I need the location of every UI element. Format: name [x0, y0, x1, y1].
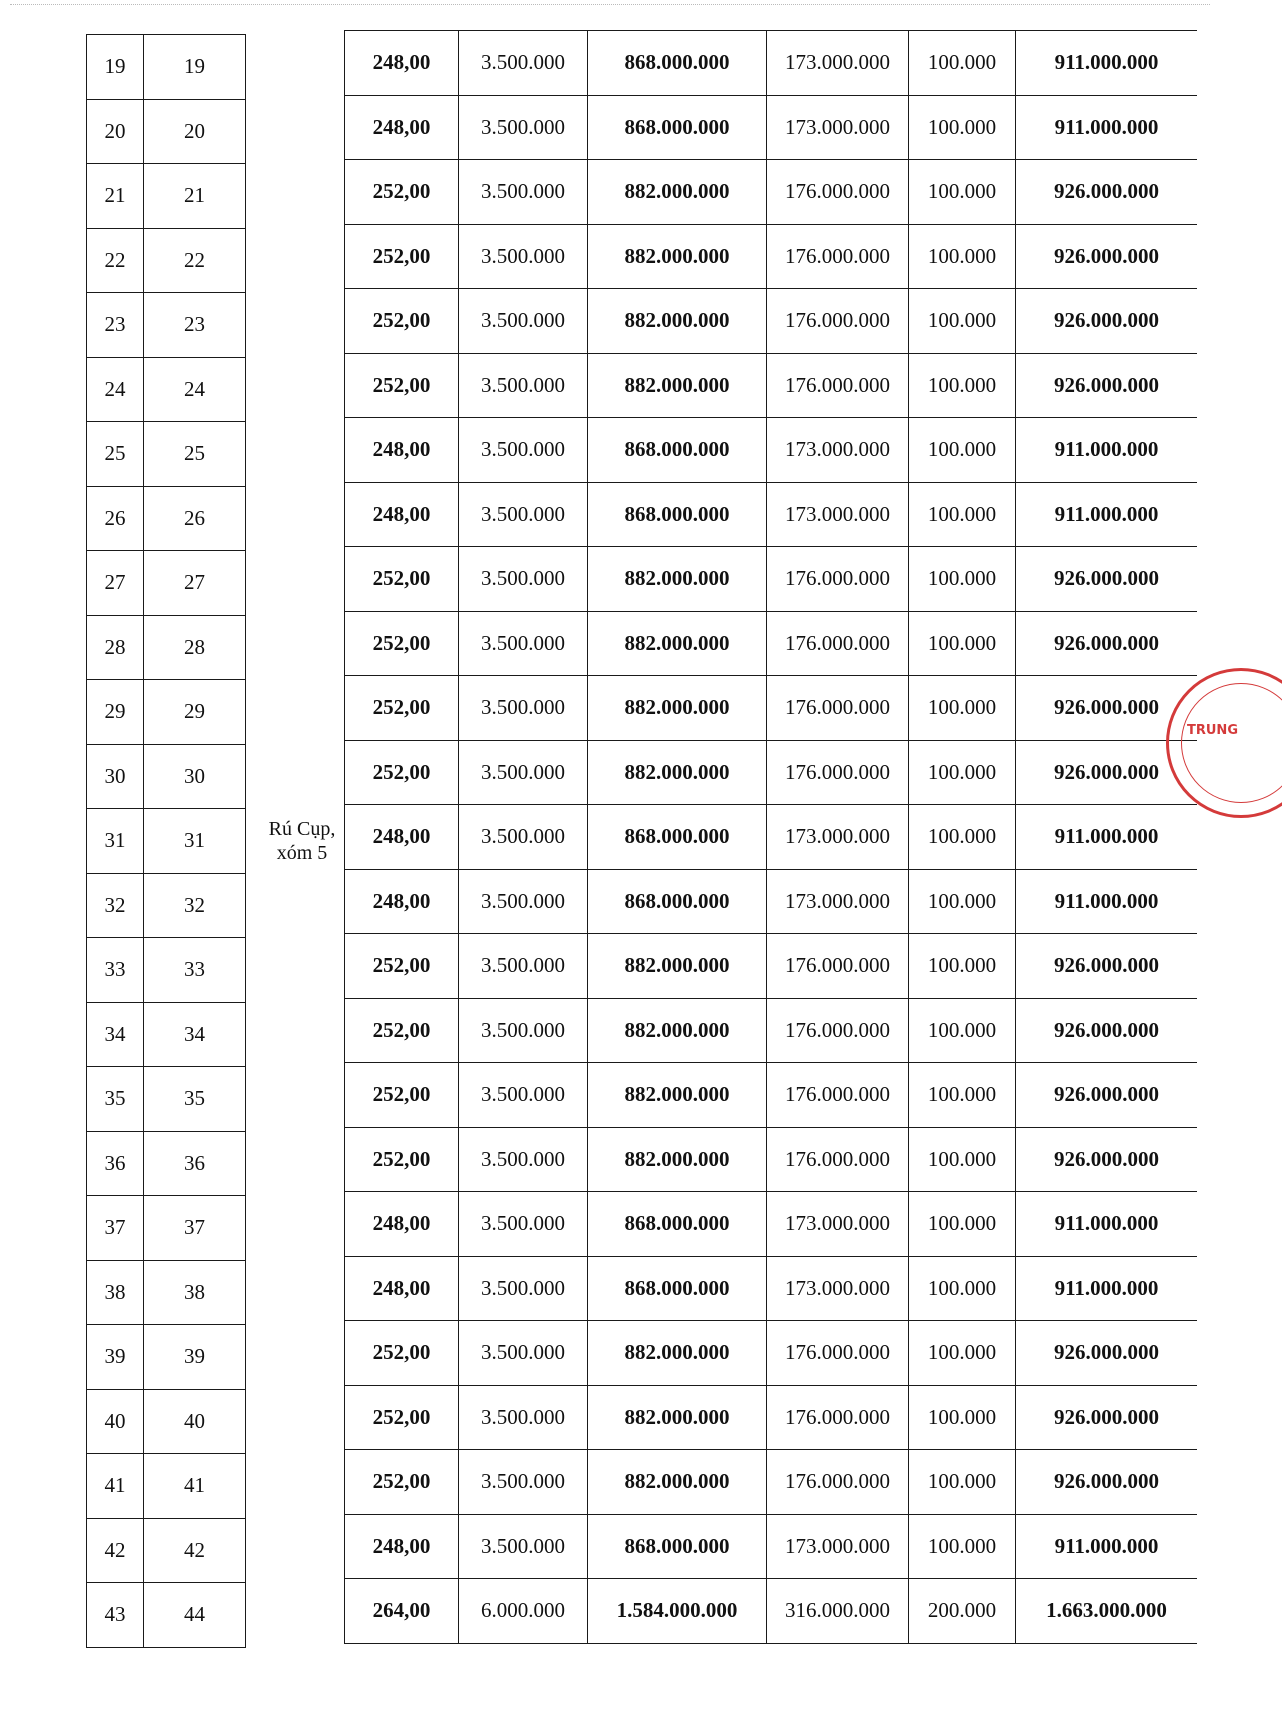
table-row [87, 551, 353, 616]
table-row [87, 357, 353, 422]
deposit-cell: 100.000 [909, 160, 1016, 225]
stt-cell: 36 [87, 1131, 144, 1196]
land-value-cell: 868.000.000 [588, 418, 767, 483]
table-row [87, 422, 353, 487]
total-cell: 926.000.000 [1016, 353, 1198, 418]
fee-cell: 176.000.000 [767, 1385, 909, 1450]
scan-edge-line [10, 4, 1210, 7]
total-cell: 911.000.000 [1016, 31, 1198, 96]
location-cell [246, 1454, 353, 1519]
table-row [87, 938, 353, 1003]
table-row [87, 1389, 353, 1454]
unit-price-cell: 3.500.000 [459, 31, 588, 96]
fee-cell: 173.000.000 [767, 31, 909, 96]
stt-cell: 41 [87, 1454, 144, 1519]
location-cell [246, 357, 353, 422]
plot-number-cell: 31 [144, 809, 246, 874]
area-cell: 252,00 [345, 1127, 459, 1192]
fee-cell: 176.000.000 [767, 353, 909, 418]
land-value-cell: 882.000.000 [588, 1450, 767, 1515]
unit-price-cell: 3.500.000 [459, 1192, 588, 1257]
total-cell: 926.000.000 [1016, 547, 1198, 612]
plot-number-cell: 37 [144, 1196, 246, 1261]
total-cell: 926.000.000 [1016, 1321, 1198, 1386]
deposit-cell: 100.000 [909, 1450, 1016, 1515]
area-cell: 252,00 [345, 353, 459, 418]
unit-price-cell: 3.500.000 [459, 160, 588, 225]
unit-price-cell: 3.500.000 [459, 676, 588, 741]
fee-cell: 176.000.000 [767, 289, 909, 354]
unit-price-cell: 3.500.000 [459, 1450, 588, 1515]
plot-number-cell: 41 [144, 1454, 246, 1519]
deposit-cell: 100.000 [909, 998, 1016, 1063]
plot-number-cell: 23 [144, 293, 246, 358]
table-row [87, 35, 353, 100]
area-cell: 252,00 [345, 224, 459, 289]
table-row [87, 228, 353, 293]
location-cell [246, 551, 353, 616]
area-cell: 252,00 [345, 740, 459, 805]
stt-cell: 37 [87, 1196, 144, 1261]
table-row [345, 1579, 1198, 1644]
fee-cell: 176.000.000 [767, 934, 909, 999]
seal-inner-ring [1181, 683, 1282, 803]
land-value-cell: 882.000.000 [588, 160, 767, 225]
deposit-cell: 100.000 [909, 934, 1016, 999]
stt-cell: 21 [87, 164, 144, 229]
unit-price-cell: 6.000.000 [459, 1579, 588, 1644]
table-row [87, 1325, 353, 1390]
total-cell: 926.000.000 [1016, 611, 1198, 676]
location-cell [246, 35, 353, 100]
land-value-cell: 882.000.000 [588, 934, 767, 999]
area-cell: 252,00 [345, 160, 459, 225]
table-row [345, 1385, 1198, 1450]
stt-cell: 31 [87, 809, 144, 874]
plot-number-cell: 25 [144, 422, 246, 487]
table-row [345, 160, 1198, 225]
deposit-cell: 100.000 [909, 611, 1016, 676]
table-row [87, 1131, 353, 1196]
area-cell: 252,00 [345, 611, 459, 676]
unit-price-cell: 3.500.000 [459, 869, 588, 934]
fee-cell: 173.000.000 [767, 418, 909, 483]
area-cell: 248,00 [345, 418, 459, 483]
table-row [345, 1514, 1198, 1579]
table-row [87, 1067, 353, 1132]
fee-cell: 176.000.000 [767, 1127, 909, 1192]
area-cell: 248,00 [345, 805, 459, 870]
table-row [345, 289, 1198, 354]
price-table-body [345, 31, 1198, 1644]
unit-price-cell: 3.500.000 [459, 482, 588, 547]
table-row [87, 1583, 353, 1648]
land-value-cell: 882.000.000 [588, 998, 767, 1063]
stt-cell: 30 [87, 744, 144, 809]
deposit-cell: 100.000 [909, 805, 1016, 870]
unit-price-cell: 3.500.000 [459, 1256, 588, 1321]
land-value-cell: 1.584.000.000 [588, 1579, 767, 1644]
table-row [345, 547, 1198, 612]
deposit-cell: 100.000 [909, 1063, 1016, 1128]
area-cell: 248,00 [345, 1192, 459, 1257]
deposit-cell: 100.000 [909, 740, 1016, 805]
total-cell: 926.000.000 [1016, 224, 1198, 289]
location-cell [246, 1260, 353, 1325]
table-row [345, 998, 1198, 1063]
location-cell: Rú Cụp, xóm 5 [268, 817, 336, 864]
plot-number-cell: 42 [144, 1518, 246, 1583]
plot-number-cell: 32 [144, 873, 246, 938]
table-row [87, 99, 353, 164]
area-cell: 252,00 [345, 676, 459, 741]
land-value-cell: 882.000.000 [588, 289, 767, 354]
table-row [345, 482, 1198, 547]
plot-number-cell: 39 [144, 1325, 246, 1390]
location-cell [246, 1196, 353, 1261]
location-cell [246, 938, 353, 1003]
unit-price-cell: 3.500.000 [459, 611, 588, 676]
area-cell: 252,00 [345, 934, 459, 999]
fee-cell: 176.000.000 [767, 998, 909, 1063]
total-cell: 926.000.000 [1016, 160, 1198, 225]
land-value-cell: 868.000.000 [588, 482, 767, 547]
area-cell: 252,00 [345, 289, 459, 354]
fee-cell: 176.000.000 [767, 1450, 909, 1515]
total-cell: 1.663.000.000 [1016, 1579, 1198, 1644]
table-row [87, 1454, 353, 1519]
stt-cell: 25 [87, 422, 144, 487]
location-cell [246, 873, 353, 938]
table-row [87, 744, 353, 809]
location-cell [246, 615, 353, 680]
unit-price-cell: 3.500.000 [459, 805, 588, 870]
land-value-cell: 882.000.000 [588, 1063, 767, 1128]
land-value-cell: 868.000.000 [588, 1192, 767, 1257]
deposit-cell: 100.000 [909, 31, 1016, 96]
stt-cell: 34 [87, 1002, 144, 1067]
land-value-cell: 882.000.000 [588, 1127, 767, 1192]
land-value-cell: 882.000.000 [588, 611, 767, 676]
total-cell: 911.000.000 [1016, 482, 1198, 547]
stt-cell: 19 [87, 35, 144, 100]
land-value-cell: 882.000.000 [588, 1321, 767, 1386]
unit-price-cell: 3.500.000 [459, 1321, 588, 1386]
stt-cell: 33 [87, 938, 144, 1003]
unit-price-cell: 3.500.000 [459, 547, 588, 612]
total-cell: 926.000.000 [1016, 1385, 1198, 1450]
table-row [87, 873, 353, 938]
stt-cell: 42 [87, 1518, 144, 1583]
area-cell: 248,00 [345, 95, 459, 160]
table-row [345, 869, 1198, 934]
area-cell: 248,00 [345, 482, 459, 547]
stt-cell: 38 [87, 1260, 144, 1325]
land-value-cell: 868.000.000 [588, 1514, 767, 1579]
plot-number-cell: 44 [144, 1583, 246, 1648]
fee-cell: 176.000.000 [767, 676, 909, 741]
plot-number-cell: 19 [144, 35, 246, 100]
table-row [87, 486, 353, 551]
unit-price-cell: 3.500.000 [459, 740, 588, 805]
deposit-cell: 100.000 [909, 869, 1016, 934]
location-cell [246, 422, 353, 487]
table-row [345, 1127, 1198, 1192]
unit-price-cell: 3.500.000 [459, 95, 588, 160]
total-cell: 911.000.000 [1016, 1192, 1198, 1257]
table-row [345, 805, 1198, 870]
deposit-cell: 100.000 [909, 1127, 1016, 1192]
total-cell: 926.000.000 [1016, 1450, 1198, 1515]
deposit-cell: 100.000 [909, 1385, 1016, 1450]
total-cell: 911.000.000 [1016, 1256, 1198, 1321]
location-cell [246, 1389, 353, 1454]
location-cell [246, 1131, 353, 1196]
deposit-cell: 100.000 [909, 676, 1016, 741]
deposit-cell: 100.000 [909, 1321, 1016, 1386]
plot-number-cell: 27 [144, 551, 246, 616]
area-cell: 248,00 [345, 31, 459, 96]
area-cell: 264,00 [345, 1579, 459, 1644]
plot-number-cell: 34 [144, 1002, 246, 1067]
location-cell [246, 744, 353, 809]
unit-price-cell: 3.500.000 [459, 1514, 588, 1579]
table-row [87, 680, 353, 745]
plot-number-cell: 36 [144, 1131, 246, 1196]
location-cell [246, 164, 353, 229]
stt-cell: 40 [87, 1389, 144, 1454]
table-row [345, 676, 1198, 741]
unit-price-cell: 3.500.000 [459, 1385, 588, 1450]
location-cell [246, 99, 353, 164]
plot-number-cell: 20 [144, 99, 246, 164]
total-cell: 911.000.000 [1016, 1514, 1198, 1579]
land-value-cell: 868.000.000 [588, 1256, 767, 1321]
table-row [345, 1192, 1198, 1257]
plot-number-cell: 35 [144, 1067, 246, 1132]
plot-number-cell: 21 [144, 164, 246, 229]
stt-cell: 27 [87, 551, 144, 616]
deposit-cell: 100.000 [909, 95, 1016, 160]
total-cell: 926.000.000 [1016, 998, 1198, 1063]
deposit-cell: 100.000 [909, 482, 1016, 547]
table-row [87, 293, 353, 358]
area-cell: 252,00 [345, 1450, 459, 1515]
table-row [345, 1063, 1198, 1128]
fee-cell: 173.000.000 [767, 1192, 909, 1257]
land-value-cell: 882.000.000 [588, 224, 767, 289]
fee-cell: 173.000.000 [767, 805, 909, 870]
location-cell [246, 1002, 353, 1067]
area-cell: 252,00 [345, 1063, 459, 1128]
table-row [87, 615, 353, 680]
location-cell [246, 1583, 353, 1648]
land-value-cell: 882.000.000 [588, 547, 767, 612]
table-row [345, 224, 1198, 289]
table-row [345, 31, 1198, 96]
unit-price-cell: 3.500.000 [459, 1127, 588, 1192]
price-table [344, 30, 1197, 1644]
table-row [345, 353, 1198, 418]
fee-cell: 316.000.000 [767, 1579, 909, 1644]
area-cell: 248,00 [345, 1514, 459, 1579]
land-value-cell: 868.000.000 [588, 805, 767, 870]
location-cell [246, 1325, 353, 1390]
land-value-cell: 882.000.000 [588, 1385, 767, 1450]
table-row [345, 740, 1198, 805]
fee-cell: 176.000.000 [767, 1063, 909, 1128]
total-cell: 926.000.000 [1016, 1127, 1198, 1192]
area-cell: 252,00 [345, 1385, 459, 1450]
plot-number-cell: 30 [144, 744, 246, 809]
stt-cell: 32 [87, 873, 144, 938]
table-row [345, 1450, 1198, 1515]
unit-price-cell: 3.500.000 [459, 353, 588, 418]
deposit-cell: 100.000 [909, 1256, 1016, 1321]
stt-cell: 43 [87, 1583, 144, 1648]
fee-cell: 173.000.000 [767, 482, 909, 547]
total-cell: 911.000.000 [1016, 418, 1198, 483]
table-row [87, 164, 353, 229]
plot-number-cell: 29 [144, 680, 246, 745]
deposit-cell: 100.000 [909, 547, 1016, 612]
table-row [87, 1002, 353, 1067]
unit-price-cell: 3.500.000 [459, 998, 588, 1063]
fee-cell: 176.000.000 [767, 224, 909, 289]
fee-cell: 176.000.000 [767, 160, 909, 225]
land-value-cell: 868.000.000 [588, 31, 767, 96]
fee-cell: 176.000.000 [767, 611, 909, 676]
location-cell [246, 1067, 353, 1132]
fee-cell: 173.000.000 [767, 869, 909, 934]
unit-price-cell: 3.500.000 [459, 934, 588, 999]
deposit-cell: 100.000 [909, 1192, 1016, 1257]
plot-number-cell: 24 [144, 357, 246, 422]
area-cell: 248,00 [345, 1256, 459, 1321]
plot-number-cell: 40 [144, 1389, 246, 1454]
plot-number-cell: 33 [144, 938, 246, 1003]
fee-cell: 173.000.000 [767, 1256, 909, 1321]
plot-index-table [86, 34, 353, 1648]
plot-index-body [87, 35, 353, 1648]
stt-cell: 28 [87, 615, 144, 680]
table-row [345, 611, 1198, 676]
location-cell [246, 680, 353, 745]
area-cell: 252,00 [345, 547, 459, 612]
plot-number-cell: 26 [144, 486, 246, 551]
location-cell [246, 1518, 353, 1583]
stt-cell: 20 [87, 99, 144, 164]
table-row [345, 418, 1198, 483]
land-value-cell: 882.000.000 [588, 676, 767, 741]
fee-cell: 173.000.000 [767, 1514, 909, 1579]
unit-price-cell: 3.500.000 [459, 289, 588, 354]
land-value-cell: 882.000.000 [588, 353, 767, 418]
stt-cell: 39 [87, 1325, 144, 1390]
table-row [87, 1196, 353, 1261]
table-row [345, 1321, 1198, 1386]
total-cell: 911.000.000 [1016, 95, 1198, 160]
location-cell [246, 293, 353, 358]
fee-cell: 176.000.000 [767, 1321, 909, 1386]
total-cell: 911.000.000 [1016, 805, 1198, 870]
plot-number-cell: 28 [144, 615, 246, 680]
total-cell: 911.000.000 [1016, 869, 1198, 934]
deposit-cell: 100.000 [909, 289, 1016, 354]
unit-price-cell: 3.500.000 [459, 224, 588, 289]
fee-cell: 176.000.000 [767, 547, 909, 612]
fee-cell: 173.000.000 [767, 95, 909, 160]
total-cell: 926.000.000 [1016, 740, 1198, 805]
total-cell: 926.000.000 [1016, 289, 1198, 354]
deposit-cell: 100.000 [909, 1514, 1016, 1579]
deposit-cell: 100.000 [909, 353, 1016, 418]
unit-price-cell: 3.500.000 [459, 1063, 588, 1128]
total-cell: 926.000.000 [1016, 934, 1198, 999]
stt-cell: 22 [87, 228, 144, 293]
table-row [87, 809, 353, 874]
table-row [345, 95, 1198, 160]
total-cell: 926.000.000 [1016, 676, 1198, 741]
land-value-cell: 868.000.000 [588, 95, 767, 160]
stt-cell: 24 [87, 357, 144, 422]
table-row [87, 1518, 353, 1583]
deposit-cell: 100.000 [909, 224, 1016, 289]
fee-cell: 176.000.000 [767, 740, 909, 805]
plot-number-cell: 22 [144, 228, 246, 293]
unit-price-cell: 3.500.000 [459, 418, 588, 483]
location-cell [246, 486, 353, 551]
area-cell: 248,00 [345, 869, 459, 934]
total-cell: 926.000.000 [1016, 1063, 1198, 1128]
plot-number-cell: 38 [144, 1260, 246, 1325]
stt-cell: 35 [87, 1067, 144, 1132]
land-value-cell: 868.000.000 [588, 869, 767, 934]
area-cell: 252,00 [345, 1321, 459, 1386]
deposit-cell: 100.000 [909, 418, 1016, 483]
stt-cell: 26 [87, 486, 144, 551]
stt-cell: 23 [87, 293, 144, 358]
stt-cell: 29 [87, 680, 144, 745]
location-cell [246, 228, 353, 293]
table-row [87, 1260, 353, 1325]
area-cell: 252,00 [345, 998, 459, 1063]
deposit-cell: 200.000 [909, 1579, 1016, 1644]
table-row [345, 1256, 1198, 1321]
seal-text: TRUNG [1187, 723, 1238, 738]
table-row [345, 934, 1198, 999]
land-value-cell: 882.000.000 [588, 740, 767, 805]
